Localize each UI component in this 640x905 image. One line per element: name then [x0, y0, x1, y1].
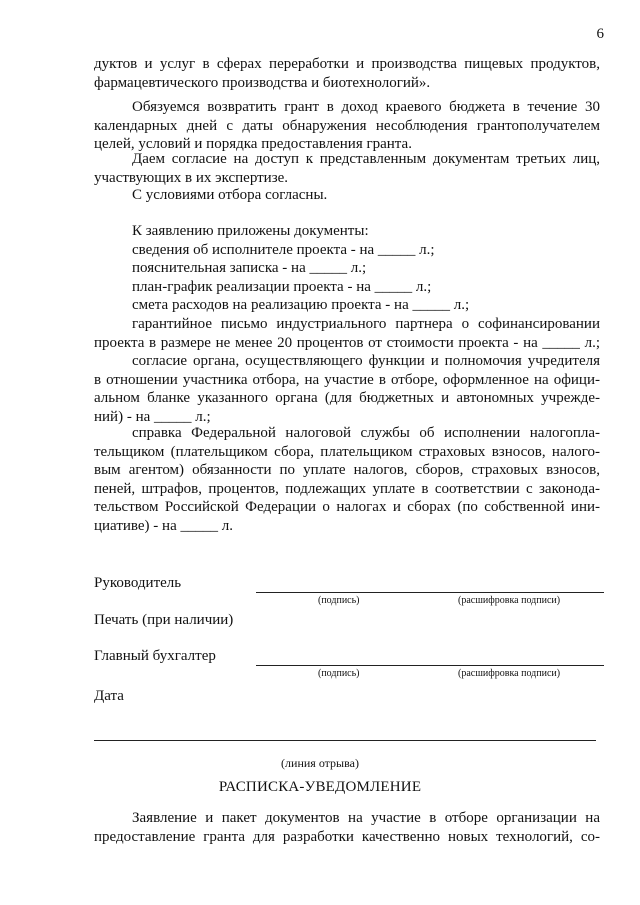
accountant-label: Главный бухгалтер — [94, 648, 216, 664]
text-line: фармацевтического производства и биотехнологий». — [94, 74, 431, 91]
head-label: Руководитель — [94, 575, 182, 591]
consent-paragraph — [94, 150, 600, 187]
text-line: в отношении участника отбора, на участие в отборе, оформленное на офици- — [94, 371, 600, 388]
text-line: тельством Российской Федерации о налогах и сборах (по собственной ини- — [94, 499, 600, 516]
text-line: предоставление гранта для разработки качественно новых технологий, со- — [94, 828, 600, 845]
text-line: Заявление и пакет документов на участие в отборе организации на — [132, 810, 600, 826]
text-line: дуктов и услуг в сферах переработки и производства пищевых продуктов, — [94, 56, 600, 72]
tear-caption: (линия отрыва) — [281, 756, 359, 770]
head-decode-caption: (расшифровка подписи) — [458, 595, 561, 606]
head-signature-line — [256, 592, 604, 593]
attachment-item: сведения об исполнителе проекта - на _____ л.; — [132, 241, 435, 258]
obligation-paragraph — [94, 98, 600, 154]
intro-paragraph — [94, 55, 600, 92]
text-line: С условиями отбора согласны. — [132, 187, 328, 203]
text-line: альном бланке указанного органа (для бюджетных и автономных учрежде- — [94, 390, 600, 407]
text-line: ний) - на _____ л.; — [94, 408, 211, 425]
agree-paragraph — [94, 186, 600, 205]
text-line: циативе) - на _____ л. — [94, 517, 233, 534]
date-label: Дата — [94, 688, 124, 704]
stamp-label: Печать (при наличии) — [94, 612, 234, 628]
attachment-item: план-график реализации проекта - на _____ л.; — [132, 278, 432, 295]
attachment-guarantee — [94, 315, 600, 352]
attachments-list — [94, 222, 600, 315]
text-line: проекта в размере не менее 20 процентов от стоимости проекта - на _____ л.; — [94, 334, 600, 351]
text-line: согласие органа, осуществляющего функции и полномочия учредителя — [132, 353, 600, 369]
text-line: участвующих в их экспертизе. — [94, 169, 289, 186]
text-line: Обязуемся возвратить грант в доход краевого бюджета в течение 30 — [132, 99, 600, 115]
text-line: справка Федеральной налоговой службы об исполнении налогопла- — [132, 425, 600, 441]
text-line: тельщиком (плательщиком сбора, плательщиком страховых взносов, налого- — [94, 443, 600, 460]
receipt-title: РАСПИСКА-УВЕДОМЛЕНИЕ — [218, 779, 422, 795]
text-line: вым агентом) обязанности по уплате налогов, сборов, страховых взносов, — [94, 462, 600, 479]
accountant-signature-line — [256, 665, 604, 666]
text-line: Даем согласие на доступ к представленным документам третьих лиц, — [132, 151, 600, 167]
attachment-tax-certificate — [94, 424, 600, 536]
page-number: 6 — [596, 26, 604, 42]
attachment-item: пояснительная записка - на _____ л.; — [132, 260, 367, 277]
accountant-sign-caption: (подпись) — [318, 668, 360, 679]
attachments-heading: К заявлению приложены документы: — [132, 223, 369, 239]
text-line: целей, условий и порядка предоставления гранта. — [94, 136, 412, 153]
attachment-founder-consent — [94, 352, 600, 426]
head-sign-caption: (подпись) — [318, 595, 360, 606]
text-line: пеней, штрафов, процентов, подлежащих уплате в соответствии с законода- — [94, 480, 600, 497]
attachment-item: смета расходов на реализацию проекта - на _____ л.; — [132, 297, 470, 314]
accountant-decode-caption: (расшифровка подписи) — [458, 668, 561, 679]
text-line: гарантийное письмо индустриального партнера о софинансировании — [132, 316, 600, 332]
receipt-paragraph — [94, 809, 600, 846]
tear-line — [94, 740, 596, 741]
text-line: календарных дней с даты обнаружения несоблюдения грантополучателем — [94, 117, 600, 134]
